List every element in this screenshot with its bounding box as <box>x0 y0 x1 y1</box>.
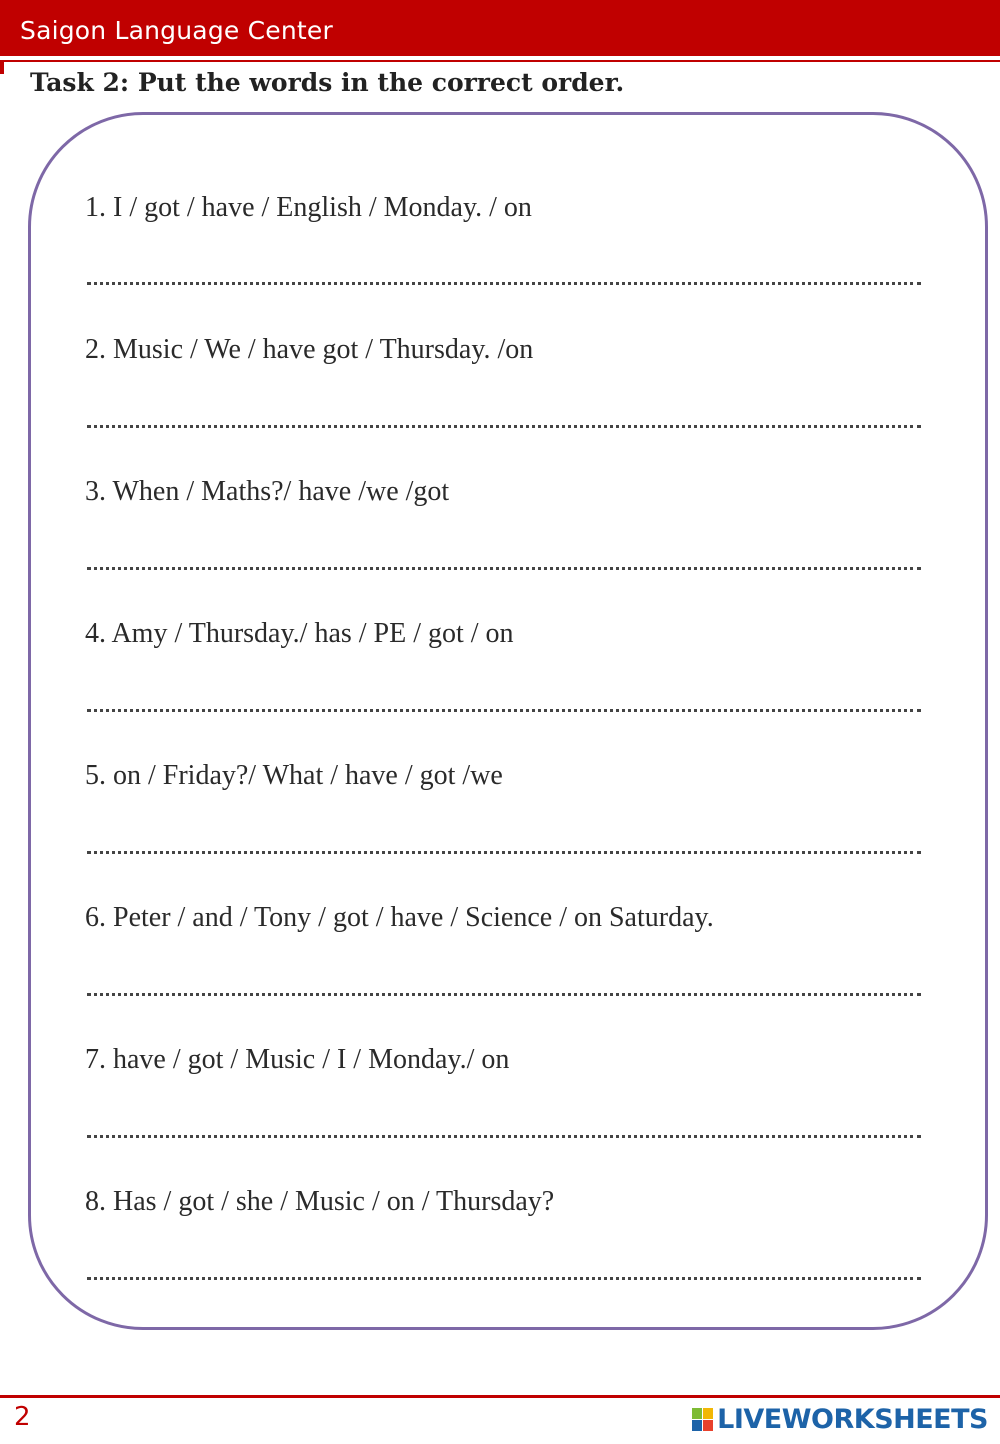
answer-line-6[interactable] <box>87 993 921 996</box>
exercise-item-3: 3. When / Maths?/ have /we /got <box>85 476 450 507</box>
header-corner-mark <box>0 60 4 74</box>
exercise-item-6: 6. Peter / and / Tony / got / have / Science / on Saturday. <box>85 902 714 933</box>
exercise-frame <box>28 112 988 1330</box>
task-title: Task 2: Put the words in the correct order. <box>30 68 625 97</box>
exercise-item-4: 4. Amy / Thursday./ has / PE / got / on <box>85 618 514 649</box>
liveworksheets-logo-icon <box>692 1408 713 1431</box>
answer-line-8[interactable] <box>87 1277 921 1280</box>
answer-line-2[interactable] <box>87 425 921 428</box>
exercise-item-5: 5. on / Friday?/ What / have / got /we <box>85 760 503 791</box>
answer-line-7[interactable] <box>87 1135 921 1138</box>
brand-link[interactable] <box>692 1404 988 1435</box>
footer-divider <box>0 1395 1000 1398</box>
answer-line-3[interactable] <box>87 567 921 570</box>
exercise-item-2: 2. Music / We / have got / Thursday. /on <box>85 334 534 365</box>
exercise-item-1: 1. I / got / have / English / Monday. / on <box>85 192 532 223</box>
exercise-item-7: 7. have / got / Music / I / Monday./ on <box>85 1044 510 1075</box>
answer-line-1[interactable] <box>87 282 921 285</box>
exercise-item-8: 8. Has / got / she / Music / on / Thursday? <box>85 1186 555 1217</box>
header-title: Saigon Language Center <box>20 16 333 45</box>
answer-line-5[interactable] <box>87 851 921 854</box>
brand-name: LIVEWORKSHEETS <box>717 1404 988 1435</box>
answer-line-4[interactable] <box>87 709 921 712</box>
header-divider <box>0 60 1000 62</box>
page-number: 2 <box>14 1402 31 1432</box>
header-bar <box>0 0 1000 56</box>
